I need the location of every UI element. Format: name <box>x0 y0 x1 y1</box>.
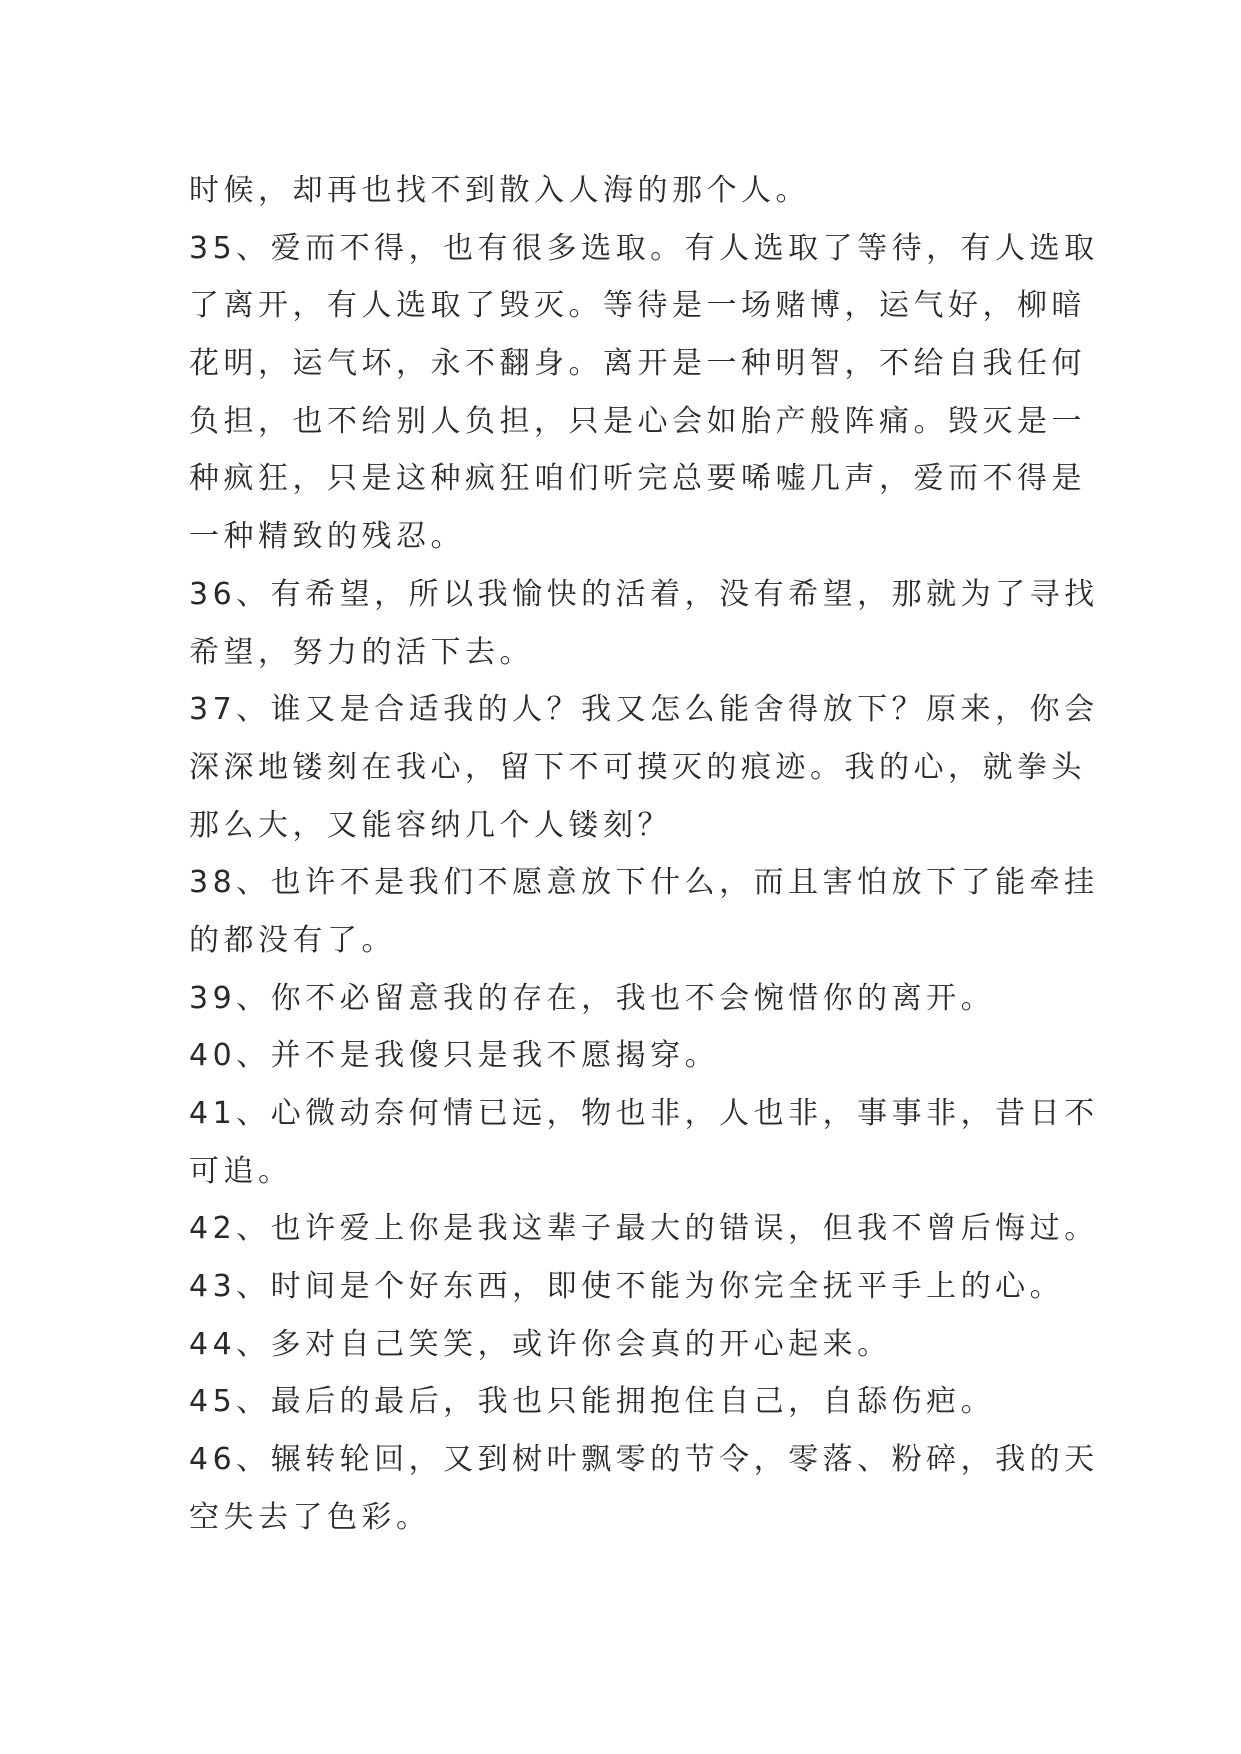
text-line: 负担，也不给别人负担，只是心会如胎产般阵痛。毁灭是一 <box>189 403 1086 439</box>
text-line: 38、也许不是我们不愿意放下什么，而且害怕放下了能牵挂 <box>189 865 1099 901</box>
text-line: 39、你不必留意我的存在，我也不会惋惜你的离开。 <box>189 980 996 1016</box>
text-line: 一种精致的残忍。 <box>189 519 465 555</box>
text-line: 36、有希望，所以我愉快的活着，没有希望，那就为了寻找 <box>189 576 1099 612</box>
text-line: 可追。 <box>189 1153 293 1189</box>
text-line: 种疯狂，只是这种疯狂咱们听完总要唏嘘几声，爱而不得是 <box>189 461 1086 497</box>
text-line: 37、谁又是合适我的人？我又怎么能舍得放下？原来，你会 <box>189 692 1099 728</box>
text-line: 的都没有了。 <box>189 922 396 958</box>
text-line: 了离开，有人选取了毁灭。等待是一场赌博，运气好，柳暗 <box>189 288 1086 324</box>
text-line: 41、心微动奈何情已远，物也非，人也非，事事非，昔日不 <box>189 1096 1099 1131</box>
text-line: 40、并不是我傻只是我不愿揭穿。 <box>189 1038 720 1074</box>
text-line: 空失去了色彩。 <box>189 1499 431 1535</box>
text-line: 深深地镂刻在我心，留下不可摸灭的痕迹。我的心，就拳头 <box>189 749 1086 785</box>
text-line: 45、最后的最后，我也只能拥抱住自己，自舔伤疤。 <box>189 1384 996 1420</box>
text-line: 46、辗转轮回，又到树叶飘零的节令，零落、粉碎，我的天 <box>189 1442 1099 1478</box>
text-line: 43、时间是个好东西，即使不能为你完全抚平手上的心。 <box>189 1269 1065 1305</box>
text-line: 花明，运气坏，永不翻身。离开是一种明智，不给自我任何 <box>189 346 1086 382</box>
document-body <box>189 162 1099 1547</box>
text-line: 希望，努力的活下去。 <box>189 634 534 670</box>
text-line: 时候，却再也找不到散入人海的那个人。 <box>189 173 810 208</box>
text-line: 那么大，又能容纳几个人镂刻？ <box>189 807 672 843</box>
text-line: 44、多对自己笑笑，或许你会真的开心起来。 <box>189 1326 892 1362</box>
text-line: 35、爱而不得，也有很多选取。有人选取了等待，有人选取 <box>189 230 1099 266</box>
text-line: 42、也许爱上你是我这辈子最大的错误，但我不曾后悔过。 <box>189 1211 1099 1247</box>
